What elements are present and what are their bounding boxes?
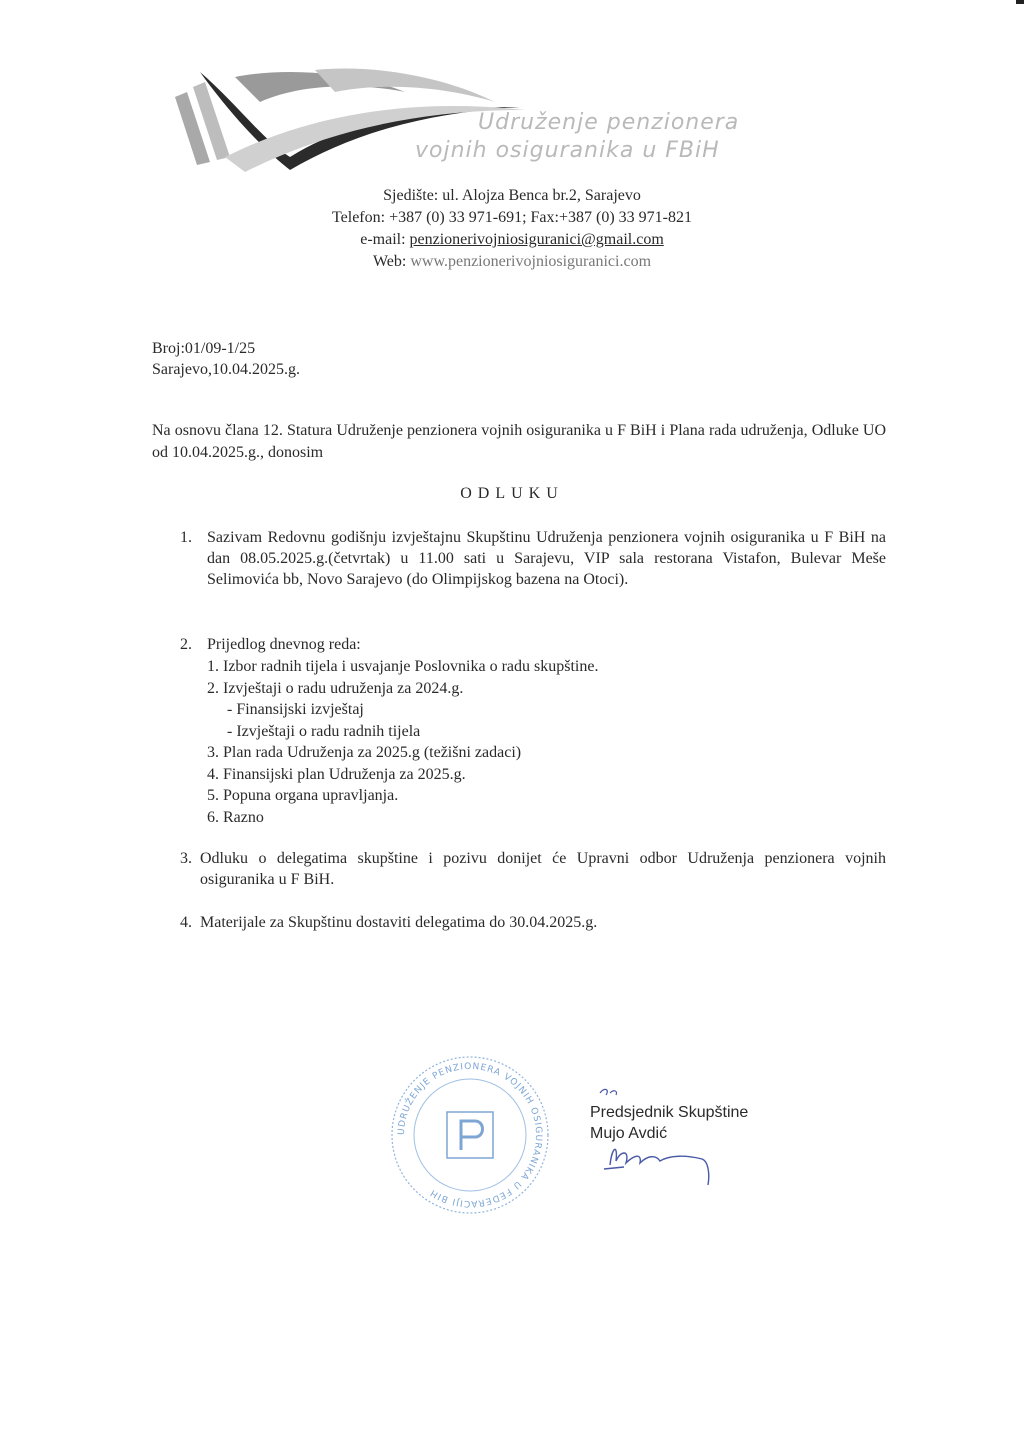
item-number: 3. [180, 850, 192, 867]
org-web-line [0, 252, 1024, 272]
web-link[interactable]: www.penzionerivojniosiguranici.com [410, 253, 652, 270]
signature-block [590, 1102, 748, 1144]
item-text: Sazivam Redovnu godišnju izvještajnu Skupštinu Udruženja penzionera vojnih osiguranika u F BiH na dan 08.05.2025.g.(četvrtak) u 11.00 sati u Sarajevu, VIP sala restorana Vistafon, Bulevar Meše Selimovića bb, Novo Sarajevo (do Olimpijskog bazena na Otoci). [207, 529, 886, 588]
web-label: Web: [372, 253, 411, 270]
agenda-subitem: - Finansijski izvještaj [227, 701, 364, 718]
document-place-date: Sarajevo,10.04.2025.g. [152, 361, 300, 378]
signer-role: Predsjednik Skupštine [590, 1104, 749, 1121]
item-number: 4. [180, 914, 192, 931]
svg-text:UDRUŽENJE PENZIONERA VOJNIH OS [397, 1062, 543, 1208]
item-text: Prijedlog dnevnog reda: [207, 636, 361, 653]
stamp-text: UDRUŽENJE PENZIONERA VOJNIH OSIGURANIKA U FEDERACIJI BIH [396, 1061, 544, 1209]
agenda-item: 6. Razno [207, 808, 264, 826]
org-phone: Telefon: +387 (0) 33 971-691; Fax:+387 (0) 33 971-821 [332, 209, 692, 226]
agenda-item: 4. Finansijski plan Udruženja za 2025.g. [207, 765, 466, 783]
document-title: ODLUKU [460, 485, 564, 502]
org-name-line2: vojnih osiguranika u FBiH [415, 138, 720, 163]
org-email-line [0, 230, 1024, 250]
agenda-item: 1. Izbor radnih tijela i usvajanje Poslovnika o radu skupštine. [207, 658, 599, 675]
email-label: e-mail: [360, 231, 410, 248]
signer-name: Mujo Avdić [590, 1125, 668, 1142]
agenda-list [207, 656, 598, 828]
intro-paragraph: Na osnovu člana 12. Statura Udruženje penzionera vojnih osiguranika u F BiH i Plana rada udruženja, Odluke UO od 10.04.2025.g., donosim [152, 422, 886, 461]
item-number: 1. [180, 529, 192, 546]
agenda-subitem: - Izvještaji o radu radnih tijela [227, 722, 421, 740]
email-link[interactable]: penzionerivojniosiguranici@gmail.com [409, 231, 664, 248]
scan-artifact [1016, 0, 1024, 4]
official-stamp [385, 1055, 555, 1215]
agenda-item: 2. Izvještaji o radu udruženja za 2024.g. [207, 679, 464, 697]
item-text: Materijale za Skupštinu dostaviti delegatima do 30.04.2025.g. [200, 914, 598, 931]
item-text: Odluku o delegatima skupštine i pozivu donijet će Upravni odbor Udruženja penzionera vojnih osiguranika u F BiH. [200, 850, 886, 888]
document-number: Broj:01/09-1/25 [152, 340, 256, 357]
org-address: Sjedište: ul. Alojza Benca br.2, Sarajevo [383, 187, 641, 204]
org-name-line1: Udruženje penzionera [478, 110, 740, 135]
agenda-item: 3. Plan rada Udruženja za 2025.g (težišni zadaci) [207, 744, 522, 761]
agenda-item: 5. Popuna organa upravljanja. [207, 787, 399, 804]
item-number: 2. [180, 636, 192, 653]
